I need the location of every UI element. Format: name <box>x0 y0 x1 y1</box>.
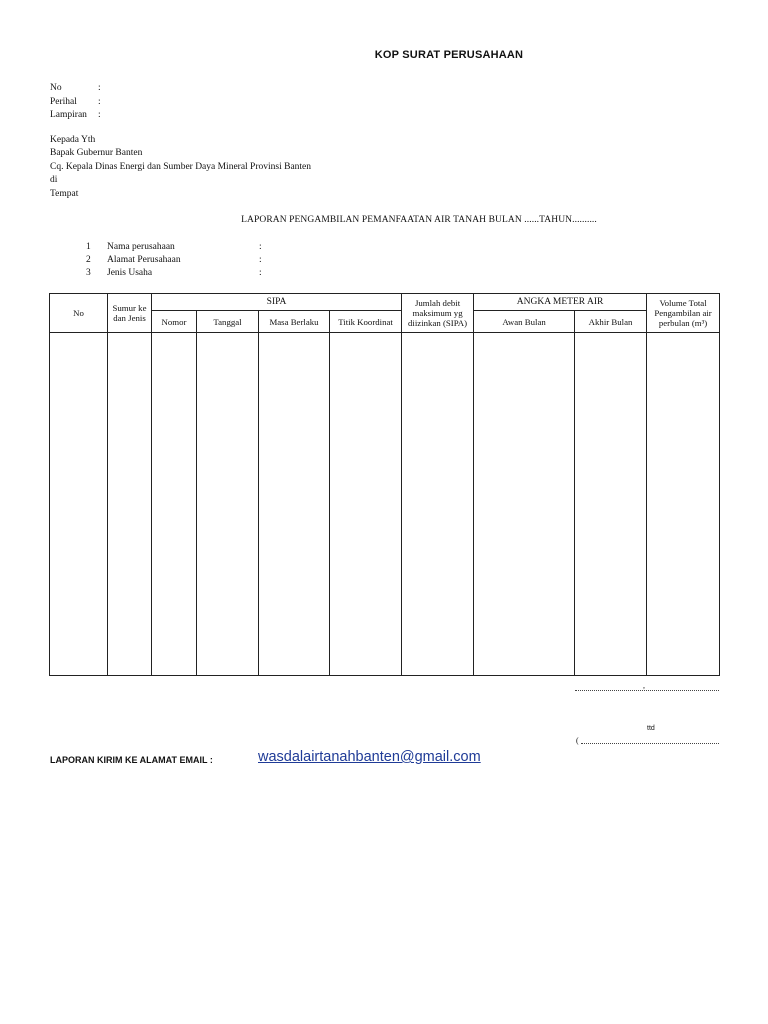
place-date-comma: , <box>643 681 645 690</box>
meta-label: Lampiran <box>50 110 87 120</box>
table-cell[interactable] <box>197 333 259 676</box>
info-num: 1 <box>86 242 91 252</box>
address-line: Bapak Gubernur Banten <box>50 148 143 159</box>
address-line: Tempat <box>50 188 79 199</box>
info-row <box>86 241 262 254</box>
meta-row-perihal <box>50 96 101 110</box>
info-label: Alamat Perusahaan <box>107 255 181 265</box>
meta-sep: : <box>98 96 101 107</box>
header-sumur: Sumur ke dan Jenis <box>108 294 152 333</box>
table-cell[interactable] <box>474 333 575 676</box>
info-num: 3 <box>86 268 91 278</box>
meta-label: No <box>50 83 62 93</box>
header-sipa: SIPA <box>152 294 402 311</box>
header-volume: Volume Total Pengambilan air perbulan (m³) <box>647 294 720 333</box>
table-cell[interactable] <box>402 333 474 676</box>
meta-label: Perihal <box>50 96 77 107</box>
info-label: Jenis Usaha <box>107 268 153 278</box>
report-title: LAPORAN PENGAMBILAN PEMANFAATAN AIR TANAH BULAN ......TAHUN.......... <box>241 215 597 225</box>
address-line: Cq. Kepala Dinas Energi dan Sumber Daya Mineral Provinsi Banten <box>50 161 312 172</box>
header-debit: Jumlah debit maksimum yg diizinkan (SIPA) <box>402 294 474 333</box>
table-cell[interactable] <box>152 333 197 676</box>
table-cell[interactable] <box>647 333 720 676</box>
info-sep: : <box>259 255 262 265</box>
header-titik-koordinat: Titik Koordinat <box>330 311 402 333</box>
header-no: No <box>50 294 108 333</box>
letter-meta <box>50 82 101 123</box>
table-cell[interactable] <box>259 333 330 676</box>
table-cell[interactable] <box>330 333 402 676</box>
header-masa-berlaku: Masa Berlaku <box>259 311 330 333</box>
info-label: Nama perusahaan <box>107 242 175 252</box>
header-akhir-bulan: Akhir Bulan <box>575 311 647 333</box>
header-angka-meter: ANGKA METER AIR <box>474 294 647 311</box>
header-tanggal: Tanggal <box>197 311 259 333</box>
signature-label: ttd <box>647 725 655 732</box>
table-row <box>50 333 720 676</box>
table-header-row <box>50 294 720 311</box>
place-date-line <box>575 681 719 691</box>
signature-name-line <box>581 743 719 744</box>
signature-paren: ( <box>576 736 579 745</box>
header-nomor: Nomor <box>152 311 197 333</box>
info-num: 2 <box>86 255 91 265</box>
table-cell[interactable] <box>108 333 152 676</box>
table-cell[interactable] <box>575 333 647 676</box>
info-sep: : <box>259 268 262 278</box>
meta-row-no <box>50 82 101 96</box>
recipient-address <box>50 134 311 201</box>
report-table <box>49 293 720 676</box>
info-row <box>86 254 262 267</box>
info-row <box>86 267 262 280</box>
table-cell[interactable] <box>50 333 108 676</box>
meta-sep: : <box>98 110 101 120</box>
meta-sep: : <box>98 83 101 93</box>
company-info <box>86 241 262 280</box>
email-label: LAPORAN KIRIM KE ALAMAT EMAIL : <box>50 755 213 765</box>
meta-row-lampiran <box>50 109 101 123</box>
address-line: di <box>50 175 58 186</box>
address-line: Kepada Yth <box>50 135 96 145</box>
info-sep: : <box>259 242 262 252</box>
email-link[interactable]: wasdalairtanahbanten@gmail.com <box>258 749 481 765</box>
header-awal-bulan: Awan Bulan <box>474 311 575 333</box>
letterhead-title: KOP SURAT PERUSAHAAN <box>374 49 524 61</box>
